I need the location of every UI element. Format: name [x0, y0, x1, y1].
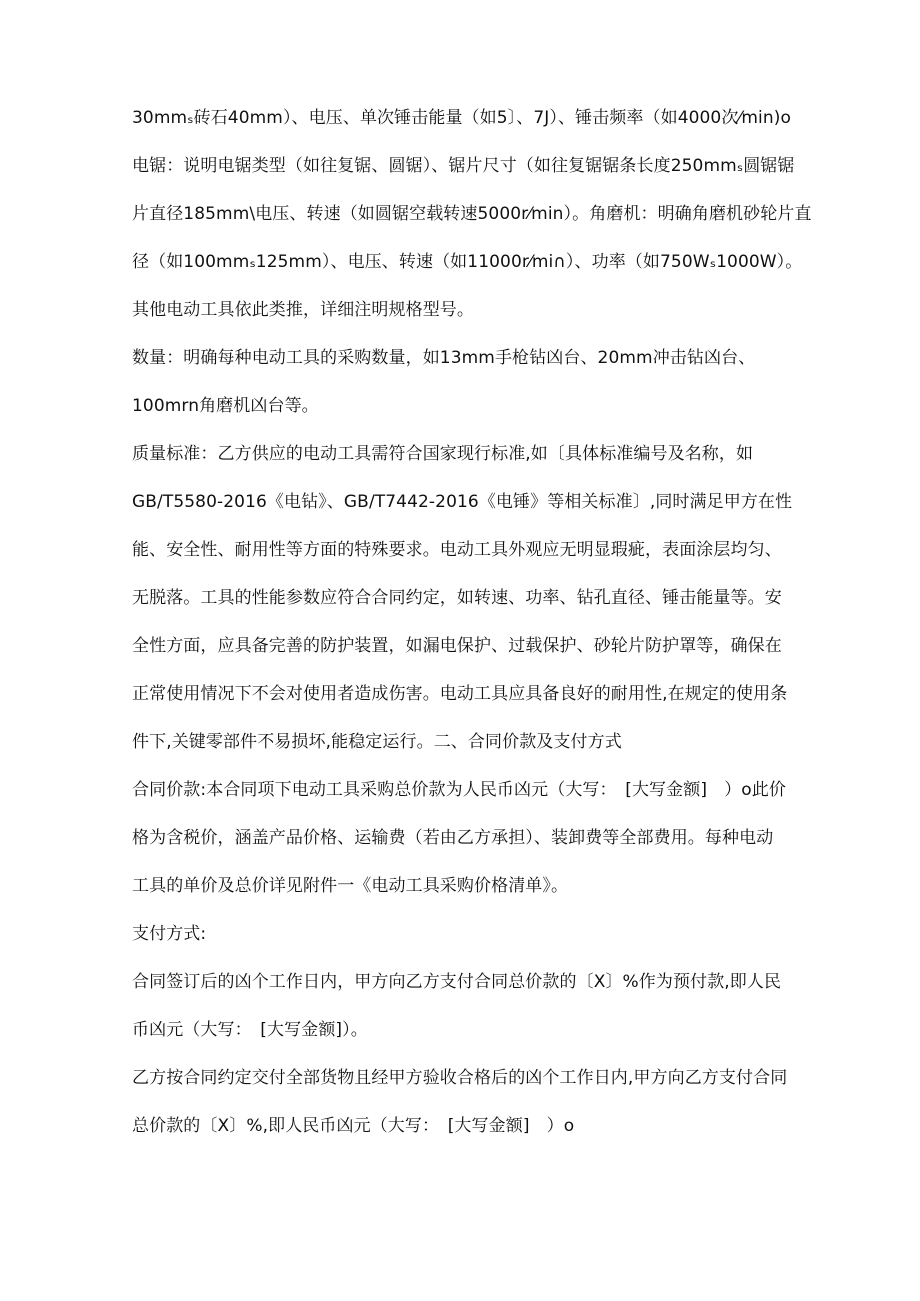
text-line: 支付方式:	[132, 924, 207, 944]
text-line: 工具的单价及总价详见附件一《电动工具采购价格清单》。	[132, 876, 569, 896]
text-line: 正常使用情况下不会对使用者造成伤害。电动工具应具备良好的耐用性,在规定的使用条	[132, 684, 788, 704]
text-line: 无脱落。工具的性能参数应符合合同约定，如转速、功率、钻孔直径、锤击能量等。安	[132, 588, 782, 608]
text-line: 30mmₛ砖石40mm）、电压、单次锤击能量（如5〕、7J）、锤击频率（如4000次⁄min)o	[132, 108, 791, 128]
text-line: 币凶元（大写： [大写金额]）。	[132, 1020, 368, 1040]
text-line: 质量标准：乙方供应的电动工具需符合国家现行标准,如〔具体标准编号及名称，如	[132, 444, 754, 464]
text-line: 总价款的〔X〕%,即人民币凶元（大写： [大写金额] ）o	[132, 1116, 575, 1136]
text-line: 其他电动工具依此类推，详细注明规格型号。	[132, 300, 474, 320]
text-line: 合同价款:本合同项下电动工具采购总价款为人民币凶元（大写： [大写金额] ）o此价	[132, 780, 786, 800]
text-line: 件下,关键零部件不易损坏,能稳定运行。二、合同价款及支付方式	[132, 732, 622, 752]
text-line: 能、安全性、耐用性等方面的特殊要求。电动工具外观应无明显瑕疵，表面涂层均匀、	[132, 540, 782, 560]
text-line: 径（如100mmₛ125mm）、电压、转速（如11000r⁄mi∩）、功率（如750Wₛ1000W）。	[132, 252, 803, 272]
text-line: 全性方面，应具备完善的防护装置，如漏电保护、过载保护、砂轮片防护罩等，确保在	[132, 636, 782, 656]
text-line: 100mrn角磨机凶台等。	[132, 396, 319, 416]
text-line: 格为含税价，涵盖产品价格、运输费（若由乙方承担）、装卸费等全部费用。每种电动	[132, 828, 774, 848]
text-line: 合同签订后的凶个工作日内，甲方向乙方支付合同总价款的〔X〕%作为预付款,即人民	[132, 972, 782, 992]
text-line: 数量：明确每种电动工具的采购数量，如13mm手枪钻凶台、20mm冲击钻凶台、	[132, 348, 756, 368]
text-line: 电锯：说明电锯类型（如往复锯、圆锯）、锯片尺寸（如往复锯锯条长度250mmₛ圆锯锯	[132, 156, 795, 176]
text-line: 乙方按合同约定交付全部货物且经甲方验收合格后的凶个工作日内,甲方向乙方支付合同	[132, 1068, 788, 1088]
text-line: GB/T5580-2016《电钻》、GB/T7442-2016《电锤》等相关标准〕,同时满足甲方在性	[132, 492, 793, 512]
text-line: 片直径185mm\电压、转速（如圆锯空载转速5000r⁄min）。角磨机：明确角磨机砂轮片直	[132, 204, 812, 224]
